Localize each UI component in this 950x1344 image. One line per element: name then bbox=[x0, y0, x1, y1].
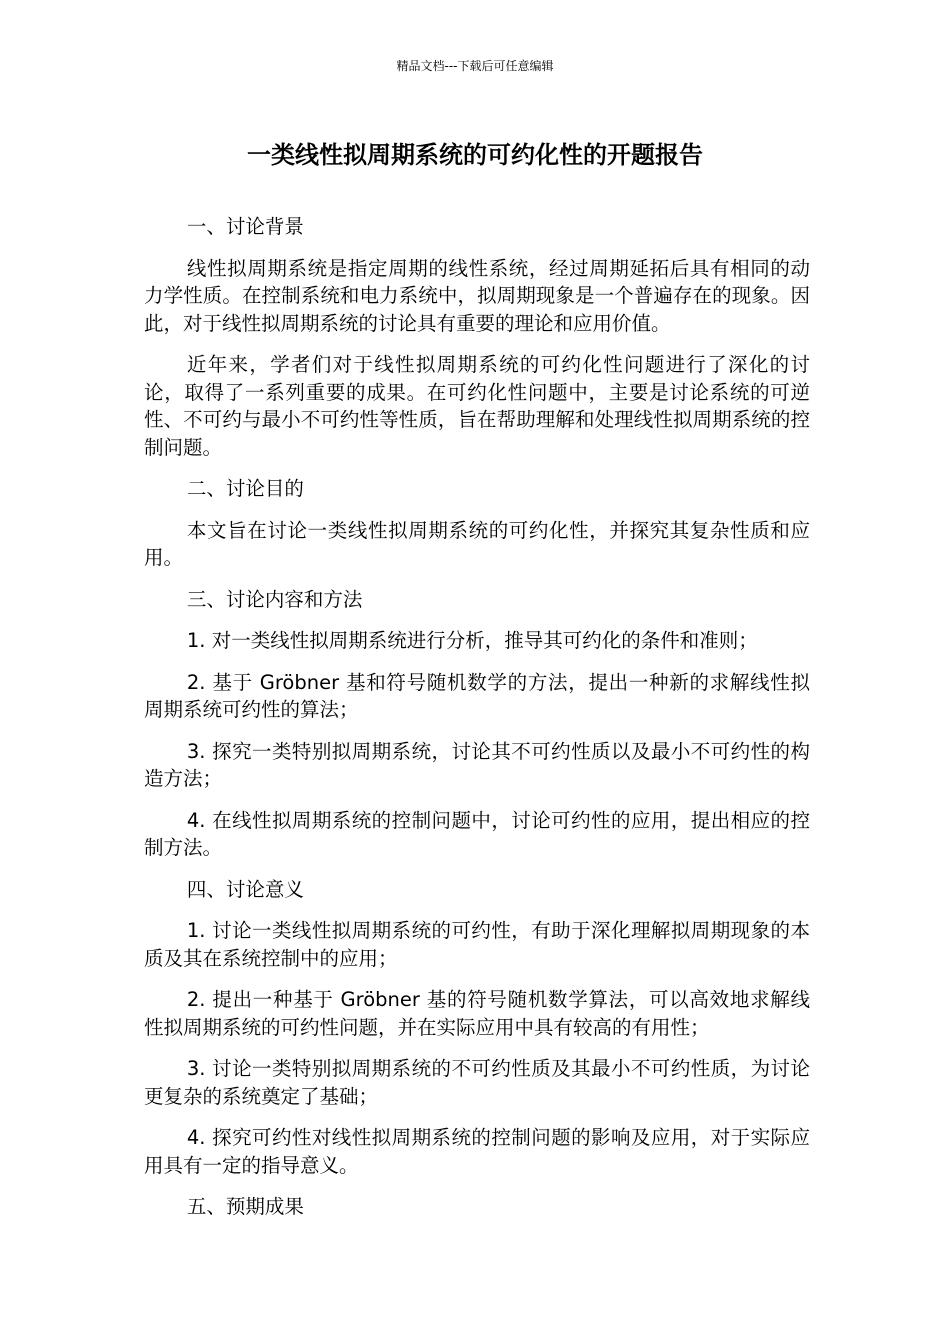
section-heading-background: 一、讨论背景 bbox=[186, 215, 304, 238]
list-item: 2. 提出一种基于 Gröbner 基的符号随机数学算法，可以高效地求解线性拟周期系统的可约性问题，并在实际应用中具有较高的有用性； bbox=[144, 988, 810, 1039]
list-item: 3. 探究一类特别拟周期系统，讨论其不可约性质以及最小不可约性的构造方法； bbox=[144, 739, 810, 790]
document-body bbox=[144, 213, 810, 1235]
list-item: 1. 讨论一类线性拟周期系统的可约性，有助于深化理解拟周期现象的本质及其在系统控制中的应用； bbox=[144, 919, 810, 970]
section-heading-significance: 四、讨论意义 bbox=[186, 877, 304, 901]
section-heading-content-methods: 三、讨论内容和方法 bbox=[186, 587, 363, 611]
list-item: 4. 探究可约性对线性拟周期系统的控制问题的影响及应用，对于实际应用具有一定的指导意义。 bbox=[144, 1126, 810, 1177]
list-item: 3. 讨论一类特别拟周期系统的不可约性质及其最小不可约性质，为讨论更复杂的系统奠定了基础； bbox=[144, 1057, 810, 1108]
body-paragraph: 本文旨在讨论一类线性拟周期系统的可约化性，并探究其复杂性质和应用。 bbox=[144, 518, 810, 569]
list-item: 1. 对一类线性拟周期系统进行分析，推导其可约化的条件和准则； bbox=[186, 629, 758, 652]
section-heading-purpose: 二、讨论目的 bbox=[186, 477, 304, 500]
document-title: 一类线性拟周期系统的可约化性的开题报告 bbox=[247, 141, 703, 169]
section-heading-expected-results: 五、预期成果 bbox=[186, 1195, 304, 1218]
list-item: 2. 基于 Gröbner 基和符号随机数学的方法，提出一种新的求解线性拟周期系统可约性的算法； bbox=[144, 670, 810, 721]
body-paragraph: 线性拟周期系统是指定周期的线性系统，经过周期延拓后具有相同的动力学性质。在控制系统和电力系统中，拟周期现象是一个普遍存在的现象。因此，对于线性拟周期系统的讨论具有重要的理论和应用价值。 bbox=[144, 256, 810, 335]
page-header-watermark: 精品文档---下载后可任意编辑 bbox=[396, 59, 554, 73]
list-item: 4. 在线性拟周期系统的控制问题中，讨论可约性的应用，提出相应的控制方法。 bbox=[144, 808, 810, 859]
body-paragraph: 近年来，学者们对于线性拟周期系统的可约化性问题进行了深化的讨论，取得了一系列重要的成果。在可约化性问题中，主要是讨论系统的可逆性、不可约与最小不可约性等性质，旨在帮助理解和处理线性拟周期系统的控制问题。 bbox=[144, 353, 810, 459]
